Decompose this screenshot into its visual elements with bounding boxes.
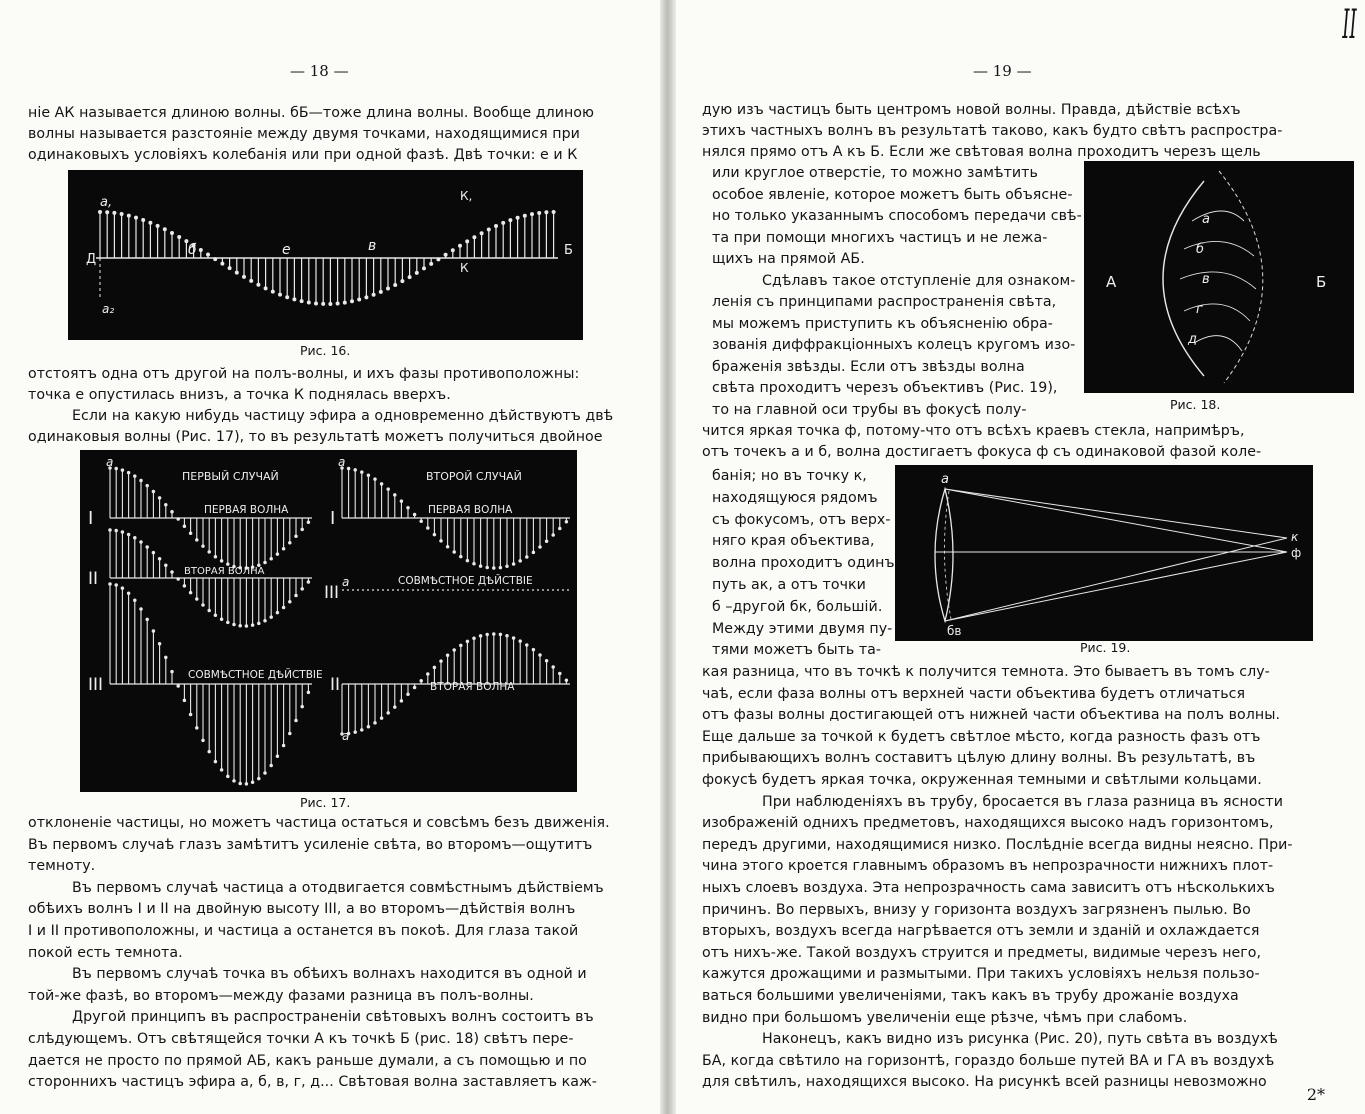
label-e: е [282, 242, 291, 258]
label-a: а [941, 472, 949, 487]
label-d: Д [86, 252, 97, 267]
second-wave-label: ВТОРАЯ ВОЛНА [184, 566, 265, 577]
text-line: няго края объектива, [712, 533, 875, 550]
label-bb: Б [564, 243, 573, 258]
figure-18 [1084, 161, 1354, 393]
figure-16 [68, 170, 583, 340]
letter-a: а [1202, 212, 1210, 227]
text-line: банія; но въ точку к, [712, 468, 867, 484]
label-k: к [1291, 530, 1299, 544]
letter-b: б [1196, 242, 1205, 257]
text-line: свѣта проходитъ черезъ объективъ (Рис. 19), [712, 380, 1058, 396]
text-line: покой есть темнота. [28, 944, 183, 961]
label-a2: а₂ [102, 302, 115, 316]
first-wave-label-2: ПЕРВАЯ ВОЛНА [428, 504, 513, 516]
first-wave-label: ПЕРВАЯ ВОЛНА [204, 504, 289, 516]
text-line: дую изъ частицъ быть центромъ новой волны. Правда, дѣйствіе всѣхъ [702, 102, 1241, 118]
label-a-d: а [342, 729, 350, 743]
label-f: ф [1291, 546, 1302, 560]
figure-19 [895, 465, 1313, 641]
text-line: одинаковыя волны (Рис. 17), то въ результатѣ можетъ получиться двойное [28, 429, 603, 445]
second-case-label: ВТОРОЙ СЛУЧАЙ [426, 470, 522, 483]
text-line: одинаковыхъ условіяхъ колебанія или при одной фазѣ. Двѣ точки: е и К [28, 147, 578, 163]
text-line: но только указаннымъ способомъ передачи свѣ- [712, 208, 1082, 224]
label-a1: а, [100, 195, 113, 210]
text-line: темноту. [28, 858, 96, 875]
letter-g: г [1196, 302, 1203, 317]
text-line: Въ первомъ случаѣ глазъ замѣтитъ усиленіе свѣта, во второмъ—ощутитъ [28, 836, 593, 853]
text-line: отъ фазы волны достигающей отъ нижней части объектива на полъ волны. [702, 707, 1281, 724]
text-line: Сдѣлавъ такое отступленіе для ознаком- [762, 272, 1076, 289]
text-line: отстоятъ одна отъ другой на полъ-волны, и ихъ фазы противоположны: [28, 366, 580, 382]
text-line: причинъ. Во первыхъ, внизу у горизонта воздухъ загрязненъ пылью. Во [702, 901, 1251, 918]
figure-caption: Рис. 16. [300, 343, 351, 358]
right-page [676, 0, 1365, 1114]
label-a-b: а [338, 455, 346, 469]
text-line: БА, когда свѣтило на горизонтѣ, гораздо больше путей ВА и ГА въ воздухѣ [702, 1052, 1275, 1069]
text-line: щихъ на прямой АБ. [712, 251, 865, 267]
text-line: для свѣтилъ, находящихся высоко. На рисункѣ всей разницы невозможно [702, 1074, 1267, 1091]
page-number: — 19 — [973, 62, 1032, 80]
text-line: изображеній однихъ предметовъ, находящихся высоко надъ горизонтомъ, [702, 815, 1274, 832]
text-line: этихъ частныхъ волнъ въ результатѣ таково, какъ будто свѣтъ распростра- [702, 123, 1283, 139]
text-line: путь ак, а отъ точки [712, 577, 866, 593]
label-k1: К, [460, 189, 473, 203]
text-line: обѣихъ волнъ I и II на двойную высоту III, а во второмъ—дѣйствія волнъ [28, 901, 576, 918]
letter-d: д [1188, 332, 1197, 347]
text-line: Другой принципъ въ распространеніи свѣтовыхъ волнъ состоитъ въ [72, 1009, 594, 1026]
left-page [0, 0, 660, 1114]
text-line: мы можемъ приступить къ объясненію обра- [712, 315, 1053, 332]
roman-1b: I [330, 508, 336, 529]
roman-2: II [88, 569, 99, 589]
roman-1: I [88, 508, 94, 529]
label-v: в [368, 238, 377, 254]
text-line: ніе АК называется длиною волны. бБ—тоже длина волны. Вообще длиною [28, 105, 595, 121]
text-line: фокусѣ будетъ яркая точка, окруженная темными и свѣтлыми кольцами. [702, 772, 1262, 788]
text-line: волна проходитъ одинъ [712, 555, 895, 572]
text-line: съ фокусомъ, отъ верх- [712, 511, 891, 528]
page-number: — 18 — [290, 62, 349, 80]
label-B: Б [1316, 273, 1327, 291]
text-line: тями можетъ быть та- [712, 642, 882, 659]
label-bv: бв [947, 624, 962, 638]
corner-mark: II [1342, 2, 1357, 48]
figure-caption: Рис. 17. [300, 795, 351, 810]
text-line: б –другой бк, большій. [712, 598, 883, 615]
text-line: передъ другими, находящимися низко. Послѣдніе всегда видны неясно. При- [702, 836, 1293, 853]
text-line: ленія съ принципами распространенія свѣта, [712, 294, 1057, 310]
first-case-label: ПЕРВЫЙ СЛУЧАЙ [182, 470, 279, 483]
text-line: кая разница, что въ точкѣ к получится темнота. Это бываетъ въ томъ слу- [702, 664, 1270, 680]
text-line: Между этими двумя пу- [712, 620, 893, 637]
text-line: находящуюся рядомъ [712, 489, 878, 506]
text-line: При наблюденіяхъ въ трубу, бросается въ глаза разница въ ясности [762, 793, 1283, 810]
figure-caption: Рис. 19. [1080, 640, 1131, 655]
text-line: I и II противоположны, и частица а останется въ покоѣ. Для глаза такой [28, 923, 579, 939]
text-line: ваться большими увеличеніями, такъ какъ въ трубу дрожаніе воздуха [702, 988, 1239, 1004]
interference-diagram [80, 450, 577, 792]
text-line: слѣдующемъ. Отъ свѣтящейся точки А къ точкѣ Б (рис. 18) свѣтъ пере- [28, 1031, 574, 1047]
text-line: отъ точекъ а и б, волна достигаетъ фокуса ф съ одинаковой фазой коле- [702, 444, 1262, 460]
text-line: особое явленіе, которое можетъ быть объясне- [712, 186, 1073, 203]
roman-3b: III [324, 583, 340, 603]
text-line: Если на какую нибудь частицу эфира а одновременно дѣйствуютъ двѣ [72, 408, 614, 424]
text-line: ныхъ слоевъ воздуха. Эта непрозрачность сама зависитъ отъ нѣсколькихъ [702, 880, 1275, 896]
text-line: волны называется разстояніе между двумя точками, находящимися при [28, 126, 580, 142]
book-gutter [660, 0, 676, 1114]
text-line: Наконецъ, какъ видно изъ рисунка (Рис. 20), путь свѣта въ воздухѣ [762, 1031, 1278, 1048]
text-line: нялся прямо отъ А къ Б. Если же свѣтовая волна проходитъ черезъ щель [702, 144, 1261, 160]
label-a-c: а [342, 575, 350, 589]
text-line: чится яркая точка ф, потому-что отъ всѣхъ краевъ стекла, напримѣръ, [702, 423, 1245, 439]
lens-diagram [895, 465, 1313, 641]
text-line: той-же фазѣ, во второмъ—между фазами разница въ полъ-волны. [28, 987, 534, 1004]
text-line: стороннихъ частицъ эфира а, б, в, г, д... Свѣтовая волна заставляетъ каж- [28, 1074, 597, 1091]
text-line: та при помощи многихъ частицъ и не лежа- [712, 229, 1048, 246]
text-line: чаѣ, если фаза волны отъ верхней части объектива будетъ отличаться [702, 685, 1246, 702]
text-line: Въ первомъ случаѣ частица а отодвигается совмѣстнымъ дѣйствіемъ [72, 879, 604, 896]
letter-v: в [1202, 272, 1210, 287]
label-b: б [188, 242, 197, 258]
second-wave-label-2: ВТОРАЯ ВОЛНА [430, 681, 515, 693]
text-line: видно при большомъ увеличеніи еще рѣзче, чѣмъ при слабомъ. [702, 1009, 1188, 1026]
text-line: Еще дальше за точкой к будетъ свѣтлое мѣсто, когда разность фазъ отъ [702, 728, 1261, 745]
text-line: или круглое отверстіе, то можно замѣтить [712, 165, 1038, 181]
roman-2b: II [330, 675, 341, 695]
text-line: кажутся дрожащими и размытыми. При такихъ условіяхъ нельзя пользо- [702, 966, 1260, 983]
text-line: вторыхъ, воздухъ всегда нагрѣвается отъ земли и зданій и охлаждается [702, 923, 1260, 940]
text-line: то на главной оси трубы въ фокусѣ полу- [712, 401, 1027, 418]
text-line: дается не просто по прямой АБ, какъ раньше думали, а съ помощью и по [28, 1052, 587, 1069]
label-a: а [106, 455, 114, 469]
text-line: отклоненіе частицы, но можетъ частица остаться и совсѣмъ безъ движенія. [28, 815, 610, 831]
text-line: браженія звѣзды. Если отъ звѣзды волна [712, 358, 1025, 375]
text-line: зованія диффракціонныхъ колецъ кругомъ изо- [712, 337, 1076, 353]
text-line: Въ первомъ случаѣ точка въ обѣихъ волнахъ находится въ одной и [72, 966, 587, 983]
signature-mark: 2* [1306, 1085, 1325, 1104]
figure-17 [80, 450, 577, 792]
wavefront-diagram [1084, 161, 1354, 393]
joint-action-label: СОВМѢСТНОЕ ДѢЙСТВІЕ [398, 575, 533, 587]
roman-3: III [88, 675, 104, 695]
joint-action-label-2: СОВМѢСТНОЕ ДѢЙСТВІЕ [188, 669, 323, 681]
text-line: точка е опустилась внизъ, а точка К поднялась вверхъ. [28, 387, 451, 403]
figure-caption: Рис. 18. [1170, 397, 1221, 412]
label-k: К [460, 261, 469, 275]
text-line: отъ нихъ-же. Такой воздухъ струится и предметы, видимые черезъ него, [702, 944, 1262, 961]
text-line: прибывающихъ волнъ составитъ цѣлую длину волны. Въ результатѣ, въ [702, 750, 1256, 767]
wave-diagram [68, 170, 583, 340]
label-A: А [1106, 273, 1117, 291]
text-line: чина этого кроется главнымъ образомъ въ непрозрачности нижнихъ плот- [702, 858, 1274, 875]
